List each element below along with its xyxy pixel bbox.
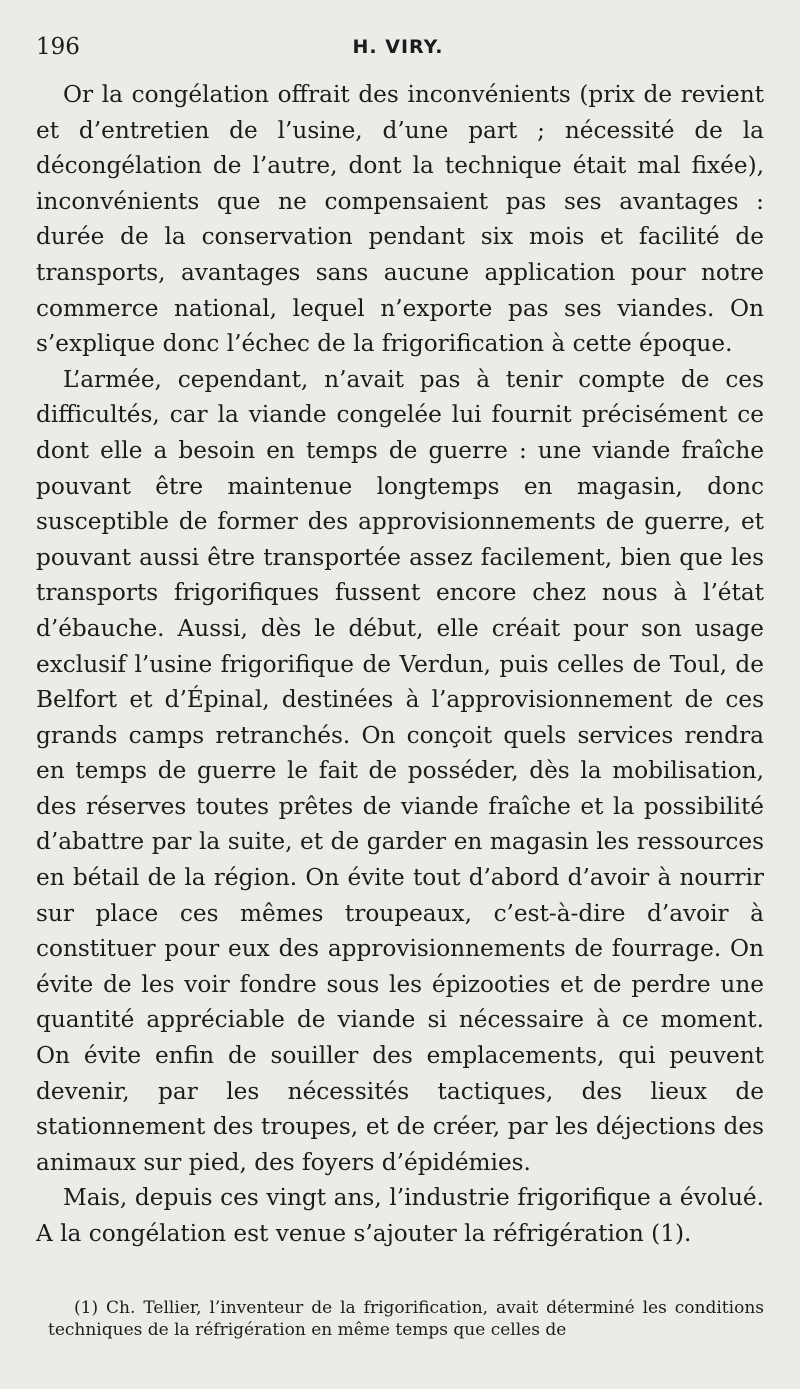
footnotes [48, 1297, 764, 1341]
footnote: (1) Ch. Tellier, l’inventeur de la frigorification, avait déterminé les conditions techniques de la réfrigération en même temps que celles de [48, 1298, 764, 1340]
paragraph: Or la congélation offrait des inconvénients (prix de revient et d’entretien de l’usine, d’une part ; nécessité de la décongélation de l’autre, dont la technique était mal fixée), inconvénients que ne compensaient pas ses avantages : durée de la conservation pendant six mois et facilité de transports, avantages sans aucune application pour notre commerce national, lequel n’exporte pas ses viandes. On s’explique donc l’échec de la frigorification à cette époque. [36, 81, 764, 358]
running-head: H. VIRY. [352, 36, 444, 58]
body-text [36, 77, 764, 1252]
page-number: 196 [36, 34, 80, 60]
paragraph: Mais, depuis ces vingt ans, l’industrie frigorifique a évolué. A la congélation est venue s’ajouter la réfrigération (1). [36, 1184, 764, 1247]
paragraph: L’armée, cependant, n’avait pas à tenir compte de ces difficultés, car la viande congelée lui fournit précisément ce dont elle a besoin en temps de guerre : une viande fraîche pouvant être maintenue longtemps en magasin, donc susceptible de former des approvisionnements de guerre, et pouvant aussi être transportée assez facilement, bien que les transports frigorifiques fussent encore chez nous à l’état d’ébauche. Aussi, dès le début, elle créait pour son usage exclusif l’usine frigorifique de Verdun, puis celles de Toul, de Belfort et d’Épinal, destinées à l’approvisionnement de ces grands camps retranchés. On conçoit quels services rendra en temps de guerre le fait de posséder, dès la mobilisation, des réserves toutes prêtes de viande fraîche et la possibilité d’abattre par la suite, et de garder en magasin les ressources en bétail de la région. On évite tout d’abord d’avoir à nourrir sur place ces mêmes troupeaux, c’est-à-dire d’avoir à constituer pour eux des approvisionnements de fourrage. On évite de les voir fondre sous les épizooties et de perdre une quantité appréciable de viande si nécessaire à ce moment. On évite enfin de souiller des emplacements, qui peuvent devenir, par les nécessités tactiques, des lieux de stationnement des troupes, et de créer, par les déjections des animaux sur pied, des foyers d’épidémies. [36, 365, 764, 1176]
page-header [36, 34, 760, 70]
